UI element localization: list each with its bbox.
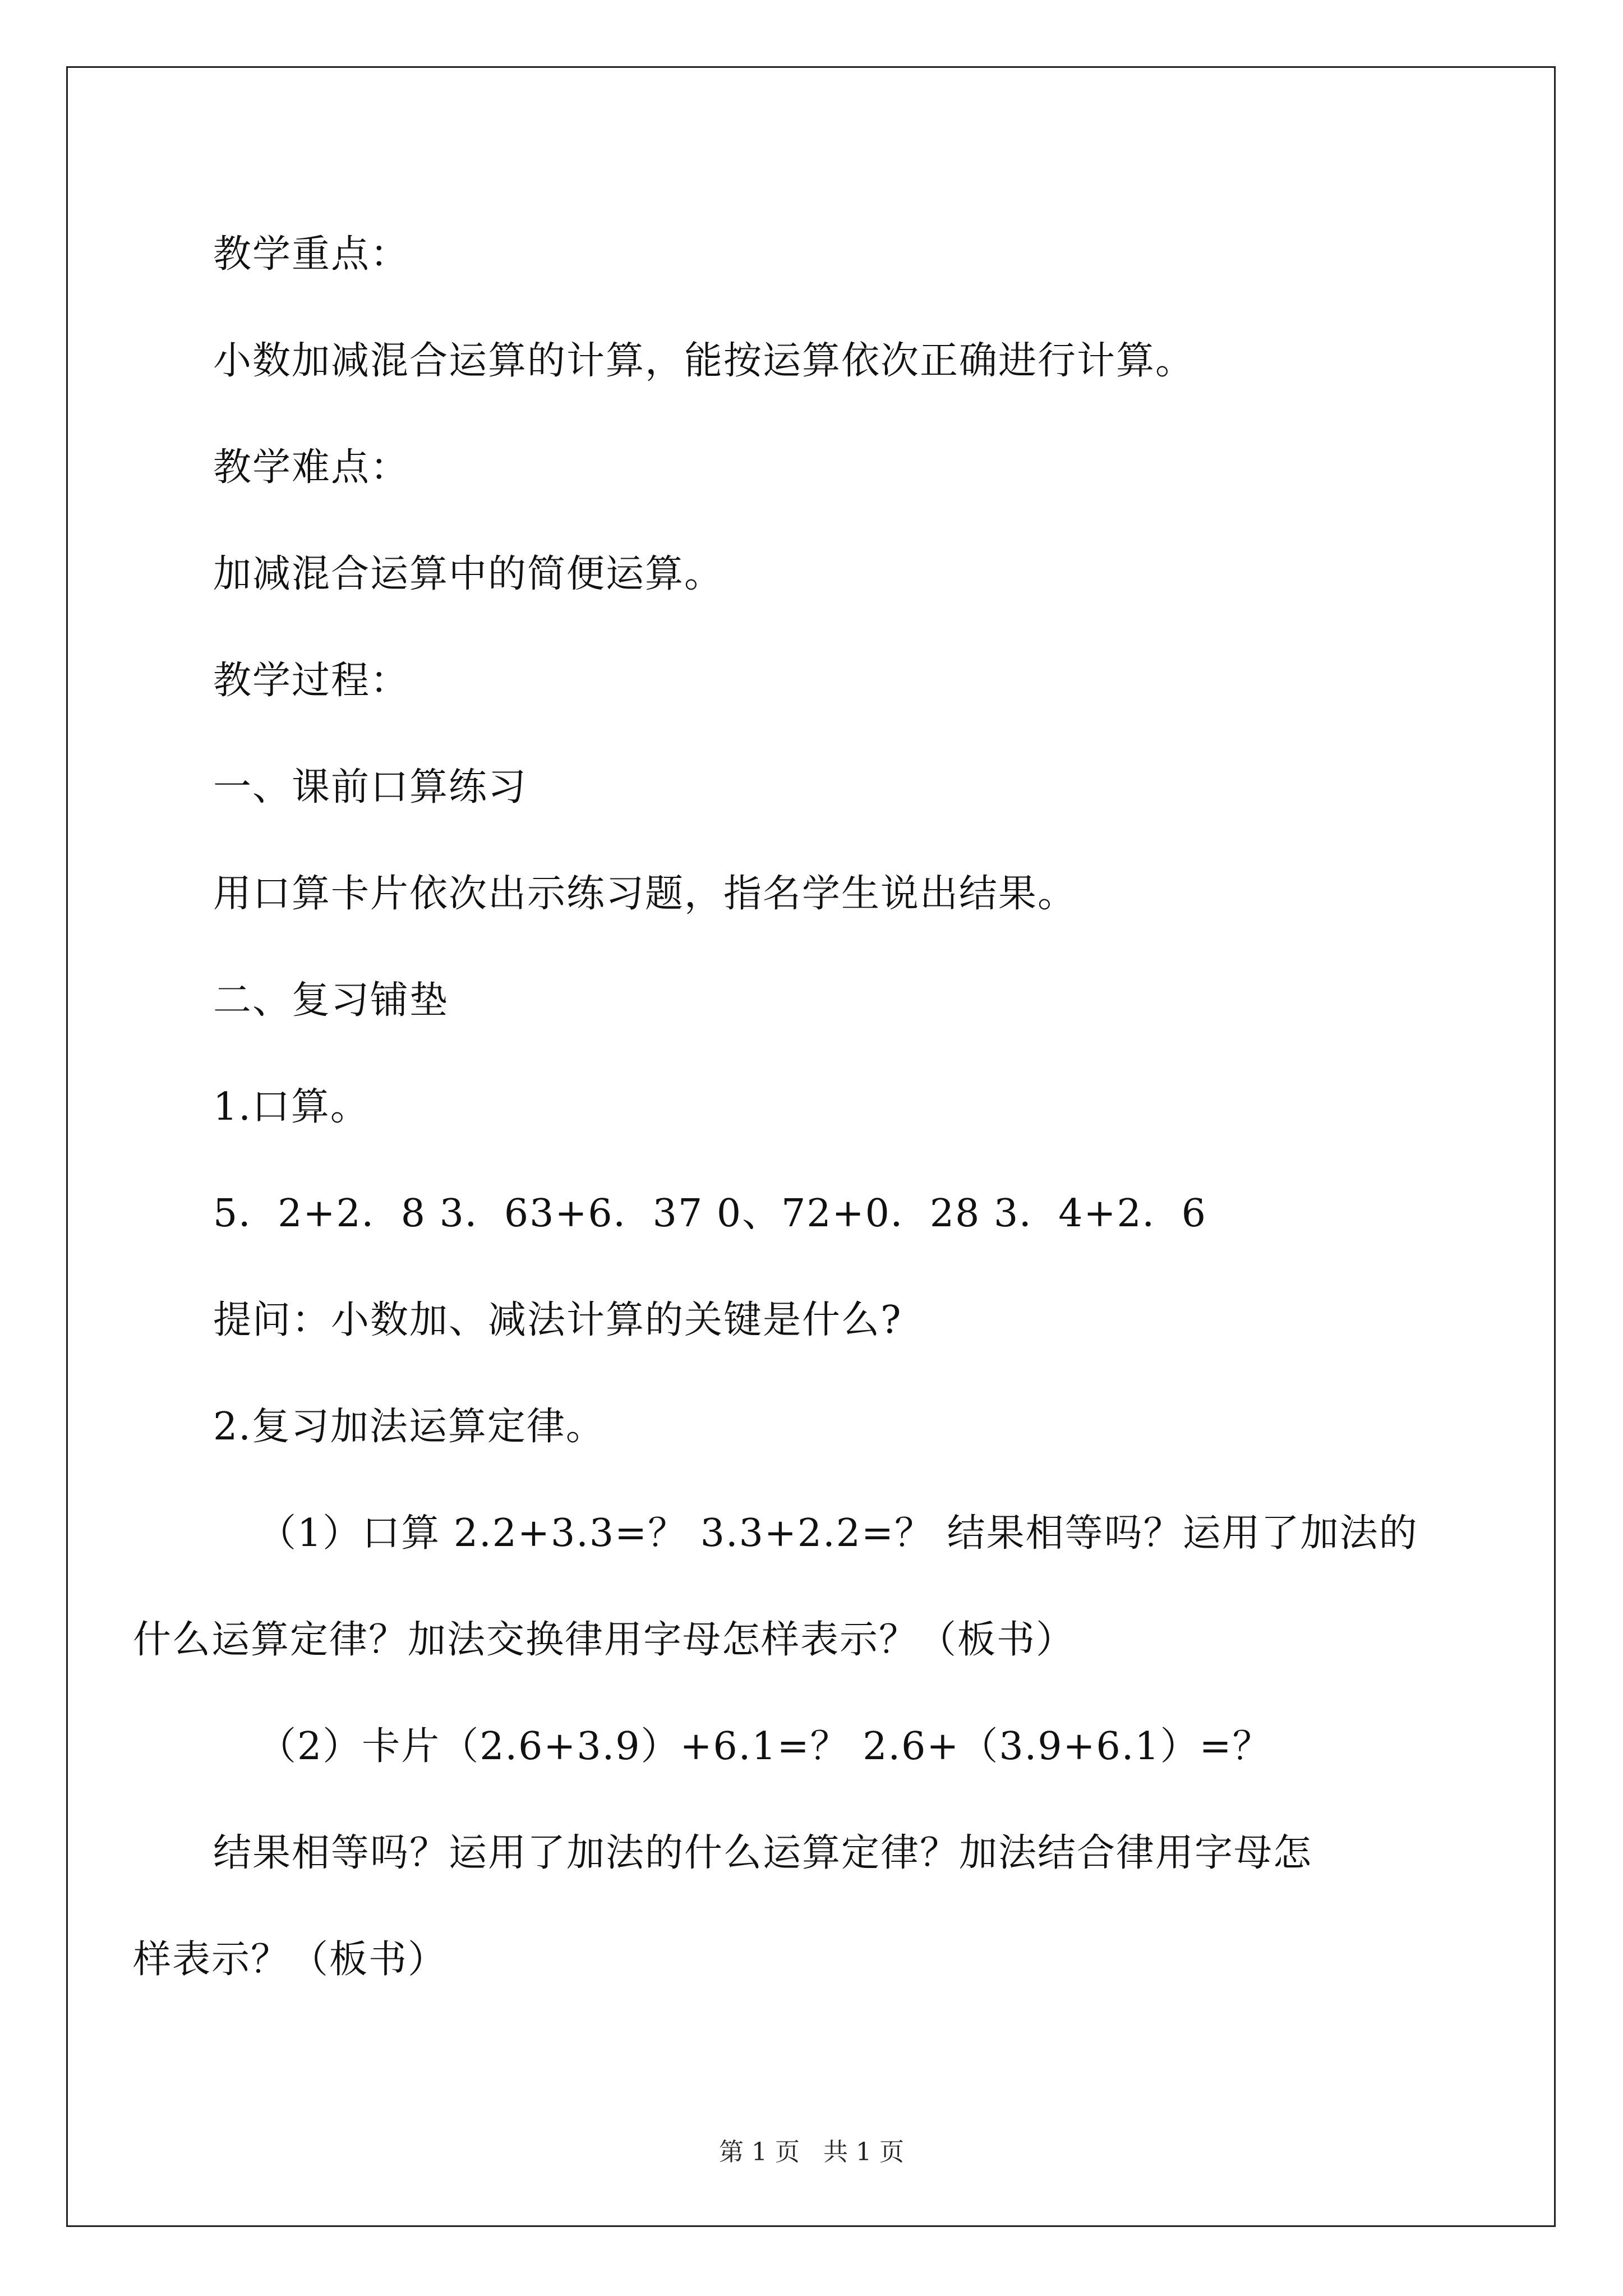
paragraph-sub-item-2: （2）卡片（2.6+3.9）+6.1=？ 2.6+（3.9+6.1）=？ (258, 1724, 1272, 1769)
heading-teaching-difficulty: 教学难点： (213, 445, 410, 490)
item-oral-calculation: 1.口算。 (213, 1085, 370, 1129)
paragraph-sub-item-1-cont: 什么运算定律？加法交换律用字母怎样表示？（板书） (133, 1618, 1076, 1662)
heading-teaching-process: 教学过程： (213, 659, 410, 703)
question-line: 提问：小数加、减法计算的关键是什么? (213, 1298, 902, 1342)
paragraph-sub-item-2-question: 结果相等吗？运用了加法的什么运算定律？加法结合律用字母怎 (213, 1831, 1313, 1875)
paragraph-section-one: 用口算卡片依次出示练习题，指名学生说出结果。 (213, 872, 1077, 916)
paragraph-sub-item-1: （1）口算 2.2+3.3=？ 3.3+2.2=？ 结果相等吗？运用了加法的 (258, 1511, 1418, 1556)
calculation-exercises: 5．2+2．8 3．63+6．37 0、72+0．28 3．4+2．6 (213, 1191, 1207, 1236)
paragraph-difficulty-content: 加减混合运算中的简便运算。 (213, 552, 724, 596)
paragraph-sub-item-2-cont: 样表示？（板书） (133, 1938, 448, 1982)
paragraph-focus-content: 小数加减混合运算的计算，能按运算依次正确进行计算。 (213, 339, 1195, 383)
section-one-title: 一、课前口算练习 (213, 765, 528, 809)
footer-page-current: 第 1 页 (719, 2138, 800, 2166)
section-two-title: 二、复习铺垫 (213, 978, 449, 1023)
footer-page-total: 共 1 页 (823, 2138, 904, 2166)
page-footer (0, 2138, 1623, 2166)
heading-teaching-focus: 教学重点： (213, 232, 410, 277)
item-review-rules: 2.复习加法运算定律。 (213, 1405, 605, 1449)
